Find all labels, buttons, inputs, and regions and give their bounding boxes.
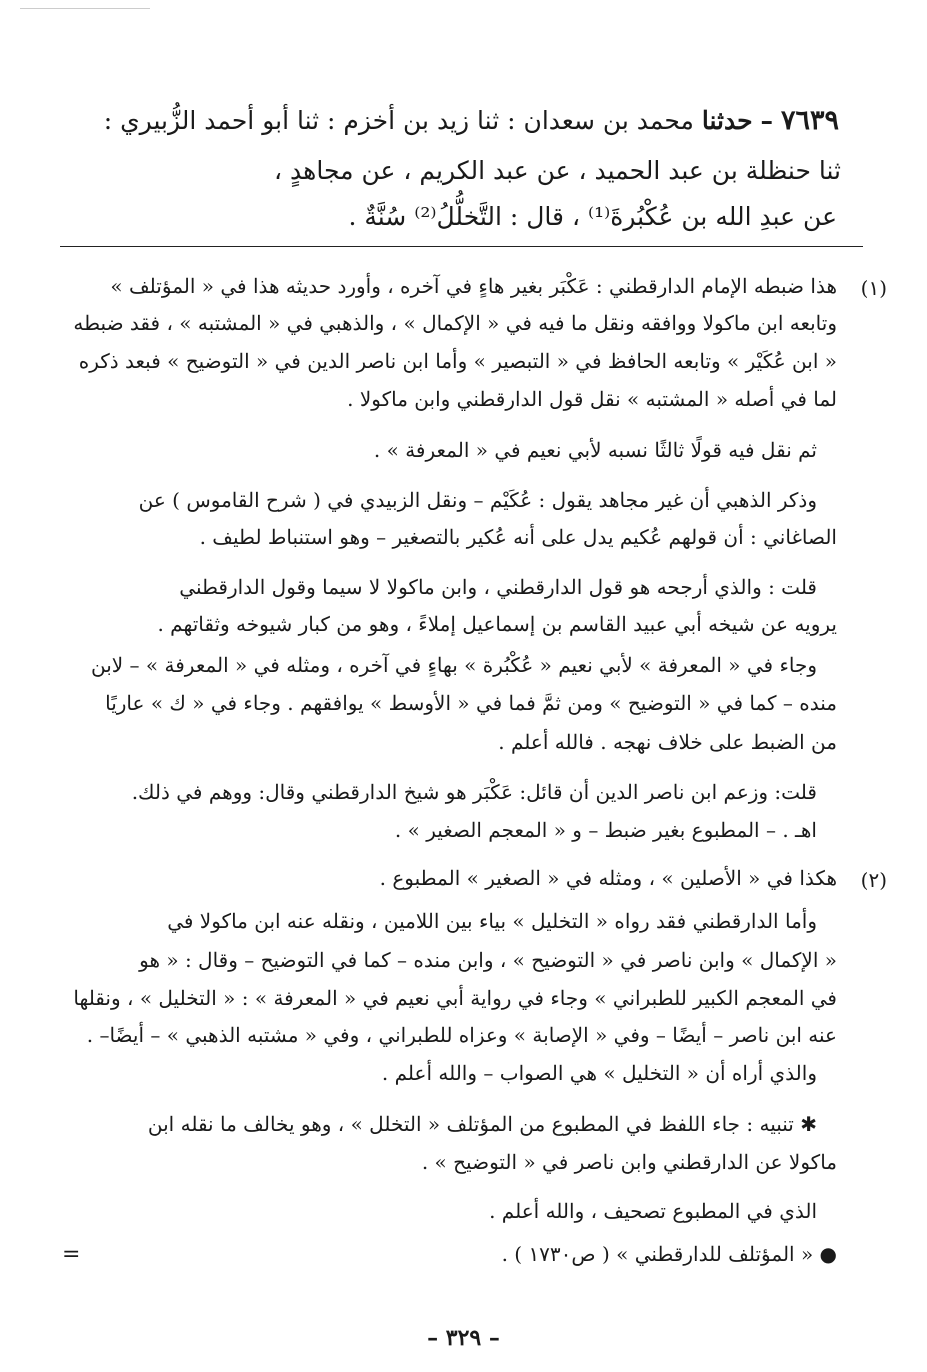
footnote-line: وذكر الذهبي أن غير مجاهد يقول : عُكَيْم – ونقل الزبيدي في ( شرح القاموس ) عن bbox=[138, 488, 817, 512]
footnote-line: « ابن عُكَيْر » وتابعه الحافظ في « التبصير » وأما ابن ناصر الدين في « التوضيح » فبعد ذكره bbox=[78, 349, 837, 373]
footnote-line: منده – كما في « التوضيح » ومن ثمَّ فما في « الأوسط » يوافقهم . وجاء في « ك » عاريًا bbox=[105, 691, 837, 715]
haddathana-word: حدثنا bbox=[701, 106, 753, 135]
footnote-line: عنه ابن ناصر – أيضًا – وفي « الإصابة » وعزاه للطبراني ، وفي « مشتبه الذهبي » – أيضًا– . bbox=[86, 1023, 837, 1047]
footnote-line: قلت : والذي أرجحه هو قول الدارقطني ، وابن ماكولا لا سيما وقول الدارقطني bbox=[179, 575, 817, 599]
hadith-line-2: ثنا حنظلة بن عبد الحميد ، عن عبد الكريم ، عن مجاهدٍ ، bbox=[274, 156, 841, 185]
footnote-line: والذي أراه أن « التخليل » هي الصواب – والله أعلم . bbox=[381, 1061, 817, 1085]
footnote-separator bbox=[60, 246, 863, 247]
hadith-line-3: عن عبدِ الله بن عُكْبُرةَ⁽¹⁾ ، قال : التَّخلُّلُ⁽²⁾ سُنَّةٌ . bbox=[348, 202, 837, 231]
footnote-line: ثم نقل فيه قولًا ثالثًا نسبه لأبي نعيم في « المعرفة » . bbox=[373, 438, 817, 462]
footnote-line: الصاغاني : أن قولهم عُكيم يدل على أنه عُكير بالتصغير – وهو استنباط لطيف . bbox=[199, 525, 837, 549]
footnote-marker-1: (١) bbox=[860, 276, 887, 300]
footnote-line: ✱ تنبيه : جاء اللفظ في المطبوع من المؤتلف « التخلل » ، وهو يخالف ما نقله ابن bbox=[147, 1112, 817, 1136]
footnote-line: لما في أصله « المشتبه » نقل قول الدارقطني وابن ماكولا . bbox=[347, 387, 837, 411]
footnote-line: ● « المؤتلف للدارقطني » ( ص١٧٣٠ ) . bbox=[501, 1242, 837, 1266]
footnote-line: وجاء في « المعرفة » لأبي نعيم « عُكْبُرة » بهاءٍ في آخره ، ومثله في « المعرفة » – لابن bbox=[91, 653, 817, 677]
hadith-number: ٧٦٣٩ bbox=[780, 105, 839, 136]
footnote-line: اهـ . – المطبوع بغير ضبط – و « المعجم الصغير » . bbox=[394, 818, 817, 842]
continuation-mark: = bbox=[62, 1242, 81, 1267]
footnote-line: في المعجم الكبير للطبراني » وجاء في رواية أبي نعيم في « المعرفة » : « التخليل » ، ونقلها bbox=[73, 986, 837, 1010]
isnad-part-1: محمد بن سعدان : ثنا زيد بن أخزم : ثنا أبو أحمد الزُّبيري : bbox=[103, 106, 694, 135]
footnote-marker-2: (٢) bbox=[860, 868, 887, 892]
footnote-line: قلت: وزعم ابن ناصر الدين أن قائل: عَكْبَر هو شيخ الدارقطني وقال: ووهم في ذلك. bbox=[131, 780, 817, 804]
footnote-line: الذي في المطبوع تصحيف ، والله أعلم . bbox=[489, 1199, 817, 1223]
footnote-line: « الإكمال » وابن ناصر في « التوضيح » ، وابن منده – كما في التوضيح – وقال : « هو bbox=[139, 948, 837, 972]
hadith-dash: – bbox=[760, 106, 774, 135]
scan-artifact bbox=[20, 8, 150, 17]
hadith-line-1 bbox=[104, 107, 839, 134]
footnote-line: من الضبط على خلاف نهجه . فالله أعلم . bbox=[498, 730, 837, 754]
footnote-line: ماكولا عن الدارقطني وابن ناصر في « التوضيح » . bbox=[421, 1150, 837, 1174]
footnote-line: هكذا في « الأصلين » ، ومثله في « الصغير » المطبوع . bbox=[379, 866, 837, 890]
footnote-line: وتابعه ابن ماكولا ووافقه ونقل ما فيه في « الإكمال » ، والذهبي في « المشتبه » ، فقد ضبطه bbox=[73, 311, 837, 335]
footnote-line: وأما الدارقطني فقد رواه « التخليل » بياء بين اللامين ، ونقله عنه ابن ماكولا في bbox=[167, 909, 817, 933]
footnote-line: هذا ضبطه الإمام الدارقطني : عَكْبَر بغير هاءٍ في آخره ، وأورد حديثه هذا في « المؤتلف » bbox=[110, 274, 837, 298]
footnote-line: يرويه عن شيخه أبي عبيد القاسم بن إسماعيل إملاءً ، وهو من كبار شيوخه وثقاتهم . bbox=[157, 612, 837, 636]
page-number: – ٣٢٩ – bbox=[427, 1325, 500, 1351]
